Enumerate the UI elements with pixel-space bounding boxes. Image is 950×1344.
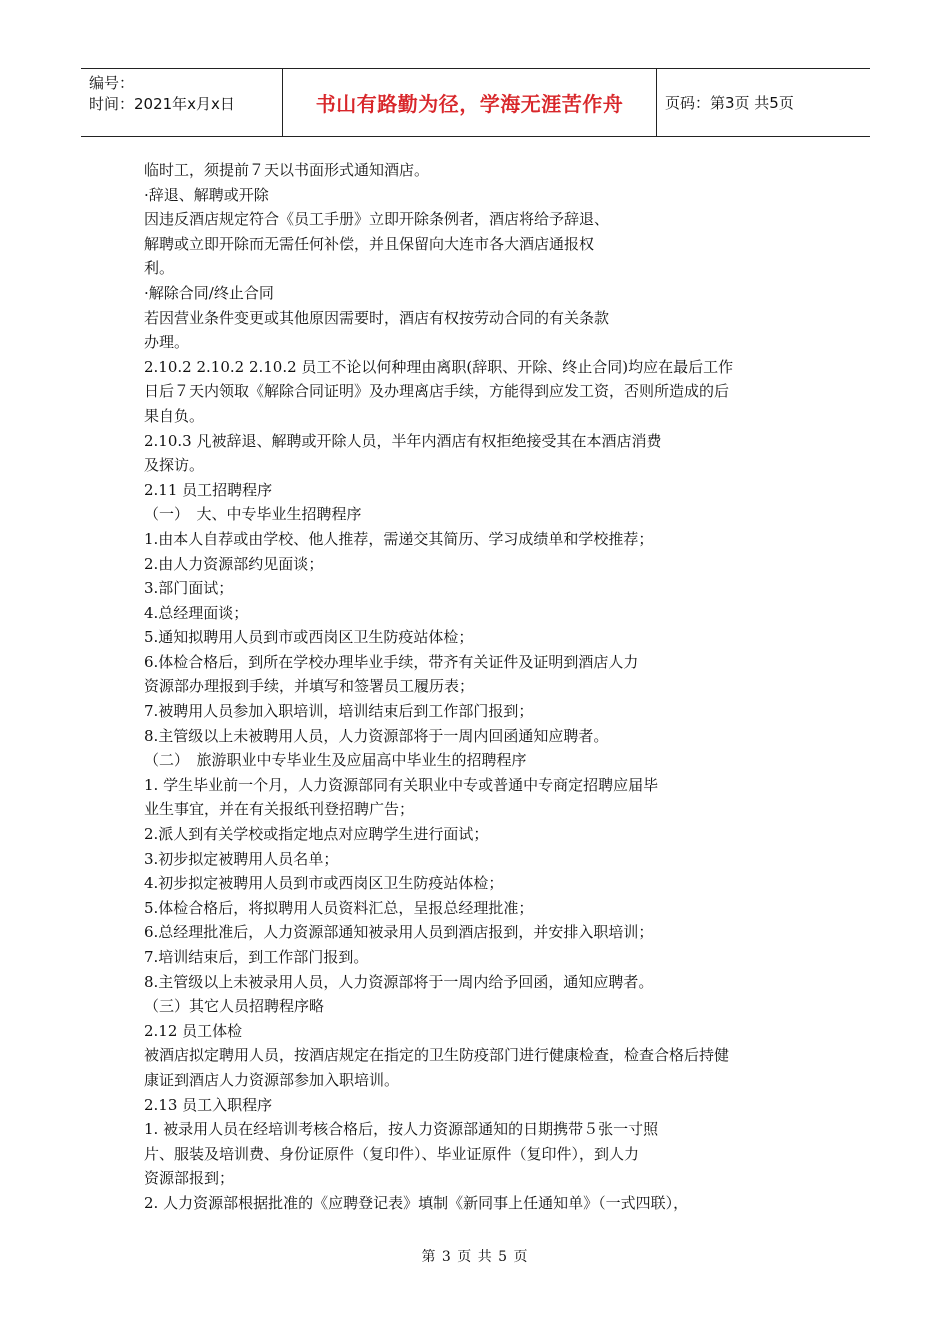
document-date: 时间：2021年x月x日 [89,95,235,113]
text-line: 2.13 员工入职程序 [144,1095,273,1114]
text-line: 1. 学生毕业前一个月，人力资源部同有关职业中专或普通中专商定招聘应届毕 [144,775,659,794]
text-line: 若因营业条件变更或其他原因需要时，酒店有权按劳动合同的有关条款 [144,308,610,327]
text-line: 3.初步拟定被聘用人员名单； [144,849,339,868]
text-line: 6.体检合格后，到所在学校办理毕业手续，带齐有关证件及证明到酒店人力 [144,652,639,671]
text-line: （三）其它人员招聘程序略 [144,997,325,1016]
text-line: 6.总经理批准后，人力资源部通知被录用人员到酒店报到，并安排入职培训； [144,923,654,942]
header-meta [81,69,283,136]
page-footer: 第 3 页 共 5 页 [421,1249,529,1265]
document-body [144,158,824,1216]
text-line: 康证到酒店人力资源部参加入职培训。 [144,1070,400,1089]
text-line: 2.10.2 2.10.2 2.10.2 员工不论以何种理由离职(辞职、开除、终止合同)均应在最后工作 [144,357,734,376]
page-header [81,68,870,137]
text-line: 4.总经理面谈； [144,603,249,622]
text-line: 2. 人力资源部根据批准的《应聘登记表》填制《新同事上任通知单》（一式四联）， [144,1193,689,1212]
text-line: 2.派人到有关学校或指定地点对应聘学生进行面试； [144,825,489,844]
text-line: 2.12 员工体检 [144,1021,243,1040]
text-line: 1. 被录用人员在经培训考核合格后，按人力资源部通知的日期携带５张一寸照 [144,1120,659,1139]
text-line: （二） 旅游职业中专毕业生及应届高中毕业生的招聘程序 [144,751,527,770]
text-line: 片、服装及培训费、身份证原件（复印件）、毕业证原件（复印件），到人力 [144,1144,640,1163]
text-line: ·辞退、解聘或开除 [144,185,269,204]
text-line: 5.通知拟聘用人员到市或西岗区卫生防疫站体检； [144,628,474,647]
text-line: （一） 大、中专毕业生招聘程序 [144,505,362,524]
text-line: 2.10.3 凡被辞退、解聘或开除人员，半年内酒店有权拒绝接受其在本酒店消费 [144,431,662,450]
text-line: 1.由本人自荐或由学校、他人推荐，需递交其简历、学习成绩单和学校推荐； [144,529,654,548]
text-line: 7.培训结束后，到工作部门报到。 [144,948,369,966]
text-line: 及探访。 [144,456,205,475]
text-line: 因违反酒店规定符合《员工手册》立即开除条例者，酒店将给予辞退、 [144,210,610,229]
text-line: 果自负。 [144,406,205,425]
text-line: 被酒店拟定聘用人员，按酒店规定在指定的卫生防疫部门进行健康检查，检查合格后持健 [144,1046,730,1065]
text-line: 利。 [144,259,175,278]
text-line: 7.被聘用人员参加入职培训，培训结束后到工作部门报到； [144,702,534,721]
text-line: 资源部报到； [144,1169,235,1188]
text-line: 4.初步拟定被聘用人员到市或西岗区卫生防疫站体检； [144,874,504,893]
text-line: 8.主管级以上未被录用人员，人力资源部将于一周内给予回函，通知应聘者。 [144,972,654,991]
text-line: 8.主管级以上未被聘用人员，人力资源部将于一周内回函通知应聘者。 [144,726,609,745]
text-line: 2.由人力资源部约见面谈； [144,554,324,573]
text-line: 2.11 员工招聘程序 [144,480,273,499]
text-line: 解聘或立即开除而无需任何补偿，并且保留向大连市各大酒店通报权 [144,234,595,253]
text-line: 资源部办理报到手续，并填写和签署员工履历表； [144,677,475,696]
text-line: 日后７天内领取《解除合同证明》及办理离店手续，方能得到应发工资，否则所造成的后 [144,382,730,401]
text-line: 临时工，须提前７天以书面形式通知酒店。 [144,161,430,179]
text-line: 办理。 [144,333,190,352]
text-line: 业生事宜，并在有关报纸刊登招聘广告； [144,800,415,819]
header-motto: 书山有路勤为径，学海无涯苦作舟 [283,69,657,136]
document-number-label: 编号： [89,74,135,92]
text-line: 5.体检合格后，将拟聘用人员资料汇总，呈报总经理批准； [144,898,534,917]
header-page-info: 页码：第3页 共5页 [665,94,794,112]
text-line: ·解除合同/终止合同 [144,283,274,302]
text-line: 3.部门面试； [144,579,234,598]
